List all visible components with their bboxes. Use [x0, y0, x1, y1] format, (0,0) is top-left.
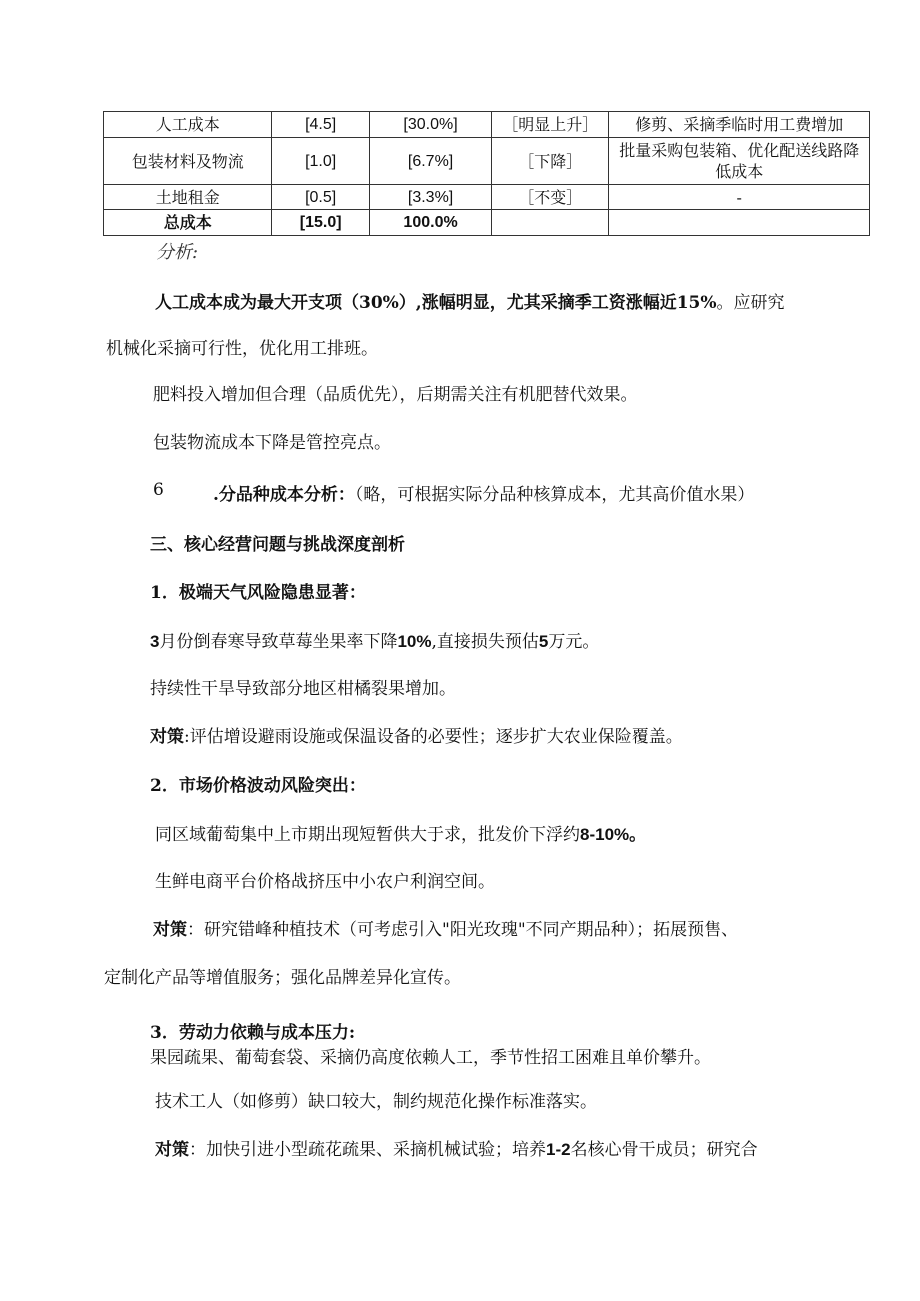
cost-note-cell: 批量采购包装箱、优化配送线路降低成本 — [609, 138, 870, 185]
measure-text: ：研究错峰种植技术（可考虑引入"阳光玫瑰"不同产期品种）；拓展预售、 — [187, 920, 739, 940]
item-6-text: （略，可根据实际分品种核算成本，尤其高价值水果） — [354, 485, 755, 505]
market-line-2: 生鲜电商平台价格战挤压中小农户利润空间。 — [155, 872, 495, 892]
cost-share-cell: [30.0%] — [369, 112, 491, 138]
table-row-total — [104, 210, 870, 236]
cost-note-cell — [609, 210, 870, 236]
cost-share-cell: [3.3%] — [369, 185, 491, 210]
value-range: 1-2 — [546, 1140, 571, 1159]
analysis-text: 。应研究 — [716, 293, 785, 313]
value-amount: 5 — [538, 632, 549, 651]
weather-line-1 — [150, 627, 599, 652]
value-month: 3 — [150, 632, 160, 651]
measure-label: 对策 — [155, 1140, 189, 1160]
measure-text: ：加快引进小型疏花疏果、采摘机械试验；培养 — [189, 1140, 546, 1160]
cost-trend-cell: ［下降］ — [492, 138, 609, 185]
cost-item-cell: 包装材料及物流 — [104, 138, 272, 185]
subsection-1-heading: 1．极端天气风险隐患显著： — [150, 583, 366, 603]
text: 同区域葡萄集中上市期出现短暂供大于求，批发价下浮约 — [155, 825, 580, 845]
section-3-heading: 三、核心经营问题与挑战深度剖析 — [150, 535, 405, 555]
weather-line-2: 持续性干旱导致部分地区柑橘裂果增加。 — [150, 679, 456, 699]
analysis-paragraph-1-cont: 机械化采摘可行性，优化用工排班。 — [106, 339, 378, 359]
cost-trend-cell: ［不变］ — [492, 185, 609, 210]
analysis-heading: 分析: — [156, 242, 199, 263]
item-6 — [213, 480, 754, 505]
cost-share-cell: [6.7%] — [369, 138, 491, 185]
table-row — [104, 112, 870, 138]
analysis-emphasis: 人工成本成为最大开支项（30%）,涨幅明显，尤其采摘季工资涨幅近15% — [155, 293, 717, 313]
cost-amount-cell: [1.0] — [272, 138, 369, 185]
table-row — [104, 138, 870, 185]
cost-share-cell: 100.0% — [369, 210, 491, 236]
cost-trend-cell — [492, 210, 609, 236]
item-6-number: 6 — [153, 480, 164, 500]
analysis-paragraph-1 — [155, 288, 785, 313]
cost-amount-cell: [4.5] — [272, 112, 369, 138]
cost-note-cell: - — [609, 185, 870, 210]
market-measure — [153, 915, 738, 940]
measure-label: 对策 — [150, 727, 184, 747]
labor-line-1: 果园疏果、葡萄套袋、采摘仍高度依赖人工，季节性招工困难且单价攀升。 — [150, 1048, 711, 1068]
analysis-paragraph-2: 肥料投入增加但合理（品质优先），后期需关注有机肥替代效果。 — [153, 385, 638, 405]
measure-text: :评估增设避雨设施或保温设备的必要性；逐步扩大农业保险覆盖。 — [184, 727, 683, 747]
measure-label: 对策 — [153, 920, 187, 940]
cost-item-cell: 土地租金 — [104, 185, 272, 210]
cost-table — [103, 111, 870, 236]
labor-line-2: 技术工人（如修剪）缺口较大，制约规范化操作标准落实。 — [155, 1092, 597, 1112]
weather-measure — [150, 722, 683, 747]
measure-text: 名核心骨干成员；研究合 — [570, 1140, 758, 1160]
cost-item-cell: 总成本 — [104, 210, 272, 236]
value-percent: 8-10%。 — [580, 825, 647, 844]
cost-note-cell: 修剪、采摘季临时用工费增加 — [609, 112, 870, 138]
market-measure-cont: 定制化产品等增值服务；强化品牌差异化宣传。 — [104, 968, 461, 988]
analysis-paragraph-3: 包装物流成本下降是管控亮点。 — [153, 433, 391, 453]
labor-measure — [155, 1135, 758, 1160]
text: 月份倒春寒导致草莓坐果率下降 — [159, 632, 398, 652]
cost-trend-cell: ［明显上升］ — [492, 112, 609, 138]
market-line-1 — [155, 820, 646, 845]
item-6-title: .分品种成本分析： — [213, 485, 355, 505]
cost-amount-cell: [15.0] — [272, 210, 369, 236]
subsection-2-heading: 2．市场价格波动风险突出： — [150, 776, 366, 796]
value-percent: 10% — [397, 632, 432, 651]
text: 万元。 — [548, 632, 600, 652]
cost-amount-cell: [0.5] — [272, 185, 369, 210]
text: ,直接损失预估 — [431, 632, 539, 652]
cost-item-cell: 人工成本 — [104, 112, 272, 138]
table-row — [104, 185, 870, 210]
subsection-3-heading: 3．劳动力依赖与成本压力: — [150, 1023, 356, 1043]
